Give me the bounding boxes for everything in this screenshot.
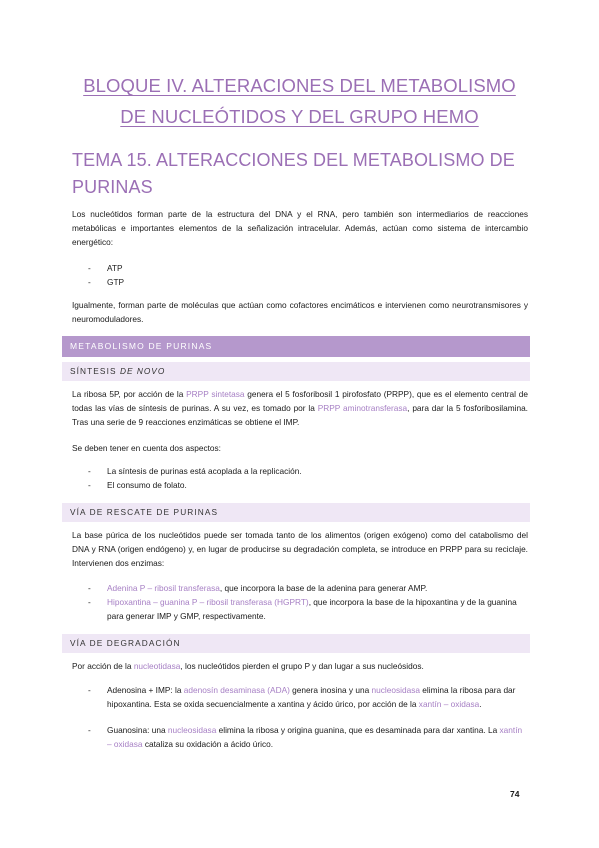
text-run: , los nucleótidos pierden el grupo P y dan lugar a sus nucleósidos. bbox=[180, 661, 424, 671]
subsection-bar-rescate: VÍA DE RESCATE DE PURINAS bbox=[62, 503, 530, 522]
text-run: , que incorpora la base de la hipoxantina y de la guanina para generar IMP y GMP, respectivamente. bbox=[107, 597, 517, 621]
block-title-line-2: DE NUCLEÓTIDOS Y DEL GRUPO HEMO bbox=[120, 106, 479, 127]
list-item bbox=[72, 595, 528, 623]
sintesis-paragraph-2: Se deben tener en cuenta dos aspectos: bbox=[72, 443, 221, 453]
text-run: elimina la ribosa y origina guanina, que es desaminada para dar xantina. La bbox=[216, 725, 500, 735]
enzyme-highlight: nucleosidasa bbox=[371, 685, 420, 695]
text-run: genera inosina y una bbox=[289, 685, 372, 695]
degradacion-list bbox=[72, 683, 528, 751]
text-run: Adenosina + IMP: la bbox=[107, 685, 184, 695]
text-run: La ribosa 5P, por acción de la bbox=[72, 389, 187, 399]
tema-title bbox=[72, 147, 542, 201]
enzyme-highlight: PRPP sintetasa bbox=[186, 389, 245, 399]
page-number: 74 bbox=[510, 789, 520, 799]
text-run: Por acción de la bbox=[72, 661, 134, 671]
tema-title-line-2: PURINAS bbox=[72, 177, 153, 197]
list-item: - La síntesis de purinas está acoplada a la replicación. bbox=[72, 464, 528, 478]
list-item: - ATP bbox=[72, 261, 528, 275]
sintesis-list bbox=[72, 464, 528, 492]
enzyme-highlight: xantín – oxidasa bbox=[107, 725, 523, 749]
list-item: - GTP bbox=[72, 275, 528, 289]
subsection-title-italic: DE NOVO bbox=[120, 366, 166, 376]
section-bar-metabolismo: METABOLISMO DE PURINAS bbox=[62, 336, 530, 357]
text-run: . bbox=[479, 699, 482, 709]
list-item: - El consumo de folato. bbox=[72, 478, 528, 492]
enzyme-highlight: nucleosidasa bbox=[167, 725, 217, 735]
text-run: , que incorpora la base de la adenina para generar AMP. bbox=[219, 583, 428, 593]
text-run: , para dar la 5 fosforibosilamina. Tras una serie de 9 reacciones enzimáticas se obtiene el IMP. bbox=[72, 403, 528, 427]
tema-title-line-1: TEMA 15. ALTERACCIONES DEL METABOLISMO DE bbox=[72, 150, 515, 170]
list-item bbox=[72, 723, 528, 751]
degradacion-paragraph bbox=[72, 659, 528, 673]
enzyme-highlight: nucleotidasa bbox=[133, 661, 181, 671]
enzyme-highlight: xantín – oxidasa bbox=[418, 699, 480, 709]
subsection-bar-sintesis bbox=[62, 362, 530, 381]
enzyme-highlight: PRPP aminotransferasa bbox=[317, 403, 408, 413]
text-run: elimina la ribosa para dar hipoxantina. Esta se oxida secuencialmente a xantina y ácido úrico, por acción de la bbox=[107, 685, 516, 709]
text-run: Guanosina: una bbox=[107, 725, 168, 735]
enzyme-highlight: adenosín desaminasa (ADA) bbox=[183, 685, 290, 695]
rescate-list bbox=[72, 581, 528, 623]
intro-list bbox=[72, 261, 528, 289]
sintesis-paragraph bbox=[72, 387, 528, 429]
subsection-bar-degradacion: VÍA DE DEGRADACIÓN bbox=[62, 634, 530, 653]
enzyme-highlight: Adenina P – ribosil transferasa bbox=[107, 583, 220, 593]
block-title-line-1: BLOQUE IV. ALTERACIONES DEL METABOLISMO bbox=[83, 75, 516, 96]
list-item bbox=[72, 581, 528, 595]
text-run: genera el 5 fosforibosil 1 pirofosfato (PRPP), que es el elemento central de todas las vías de síntesis de purinas. A su vez, es tomado por la bbox=[72, 389, 528, 413]
list-item bbox=[72, 683, 528, 711]
enzyme-highlight: Hipoxantina – guanina P – ribosil transferasa (HGPRT) bbox=[107, 597, 309, 607]
intro-paragraph-2: Igualmente, forman parte de moléculas que actúan como cofactores encimáticos e intervienen como neurotransmisores y neuromoduladores. bbox=[72, 300, 528, 324]
block-title bbox=[60, 70, 539, 132]
intro-paragraph: Los nucleótidos forman parte de la estructura del DNA y el RNA, pero también son intermediarios de reacciones metabólicas e importantes elementos de la señalización intracelular. Además, actúan como sistema de intercambio energético: bbox=[72, 209, 528, 247]
rescate-paragraph: La base púrica de los nucleótidos puede ser tomada tanto de los alimentos (origen exógeno) como del catabolismo del DNA y RNA (origen endógeno) y, en lugar de producirse su degradación completa, se introduce en PRPP para su reciclaje. Intervienen dos enzimas: bbox=[72, 530, 528, 568]
text-run: cataliza su oxidación a ácido úrico. bbox=[142, 739, 274, 749]
subsection-title: SÍNTESIS bbox=[70, 366, 121, 376]
